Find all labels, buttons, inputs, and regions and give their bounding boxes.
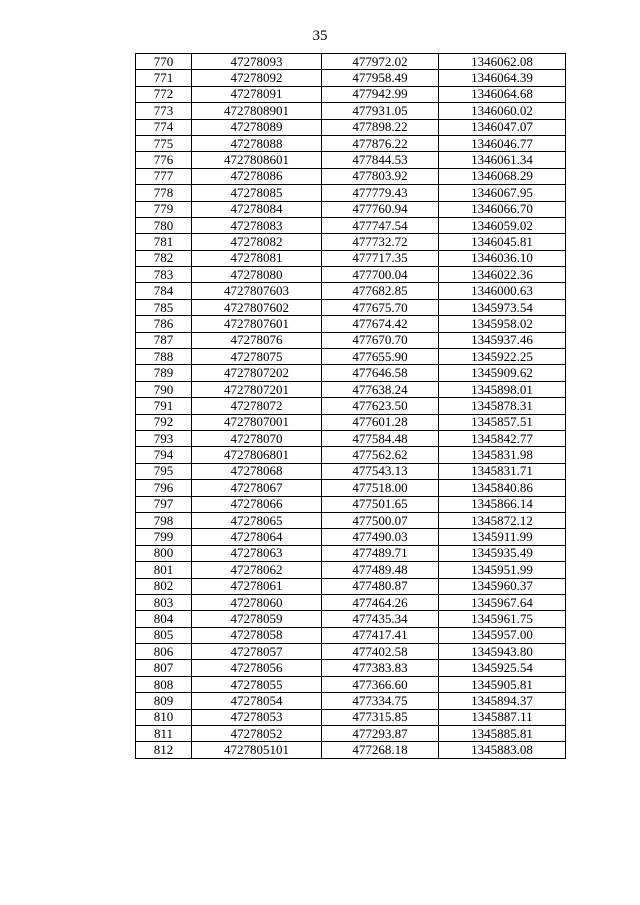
- x-coordinate-cell: 477747.54: [322, 217, 439, 233]
- table-row: [136, 611, 566, 627]
- point-id-cell: 47278070: [192, 430, 322, 446]
- x-coordinate-cell: 477490.03: [322, 529, 439, 545]
- table-row: [136, 414, 566, 430]
- y-coordinate-cell: 1346047.07: [439, 119, 566, 135]
- y-coordinate-cell: 1345922.25: [439, 349, 566, 365]
- y-coordinate-cell: 1346000.63: [439, 283, 566, 299]
- y-coordinate-cell: 1345866.14: [439, 496, 566, 512]
- table-row: [136, 54, 566, 70]
- table-row: [136, 103, 566, 119]
- row-number-cell: 811: [136, 726, 192, 742]
- y-coordinate-cell: 1346068.29: [439, 168, 566, 184]
- page-number: 35: [312, 28, 328, 44]
- table-row: [136, 627, 566, 643]
- row-number-cell: 800: [136, 545, 192, 561]
- x-coordinate-cell: 477489.71: [322, 545, 439, 561]
- y-coordinate-cell: 1345911.99: [439, 529, 566, 545]
- y-coordinate-cell: 1345872.12: [439, 512, 566, 528]
- table-row: [136, 185, 566, 201]
- table-row: [136, 201, 566, 217]
- x-coordinate-cell: 477972.02: [322, 54, 439, 70]
- point-id-cell: 47278072: [192, 398, 322, 414]
- y-coordinate-cell: 1346036.10: [439, 250, 566, 266]
- y-coordinate-cell: 1345909.62: [439, 365, 566, 381]
- x-coordinate-cell: 477958.49: [322, 70, 439, 86]
- point-id-cell: 47278086: [192, 168, 322, 184]
- y-coordinate-cell: 1345935.49: [439, 545, 566, 561]
- row-number-cell: 771: [136, 70, 192, 86]
- row-number-cell: 775: [136, 135, 192, 151]
- row-number-cell: 778: [136, 185, 192, 201]
- x-coordinate-cell: 477402.58: [322, 644, 439, 660]
- y-coordinate-cell: 1345894.37: [439, 693, 566, 709]
- y-coordinate-cell: 1345967.64: [439, 594, 566, 610]
- row-number-cell: 805: [136, 627, 192, 643]
- row-number-cell: 790: [136, 381, 192, 397]
- y-coordinate-cell: 1345957.00: [439, 627, 566, 643]
- y-coordinate-cell: 1345878.31: [439, 398, 566, 414]
- y-coordinate-cell: 1345857.51: [439, 414, 566, 430]
- point-id-cell: 47278091: [192, 86, 322, 102]
- x-coordinate-cell: 477675.70: [322, 299, 439, 315]
- row-number-cell: 782: [136, 250, 192, 266]
- row-number-cell: 784: [136, 283, 192, 299]
- point-id-cell: 47278060: [192, 594, 322, 610]
- point-id-cell: 4727807601: [192, 316, 322, 332]
- row-number-cell: 787: [136, 332, 192, 348]
- row-number-cell: 803: [136, 594, 192, 610]
- x-coordinate-cell: 477942.99: [322, 86, 439, 102]
- y-coordinate-cell: 1346045.81: [439, 234, 566, 250]
- row-number-cell: 773: [136, 103, 192, 119]
- x-coordinate-cell: 477623.50: [322, 398, 439, 414]
- x-coordinate-cell: 477717.35: [322, 250, 439, 266]
- point-id-cell: 47278075: [192, 349, 322, 365]
- x-coordinate-cell: 477417.41: [322, 627, 439, 643]
- row-number-cell: 799: [136, 529, 192, 545]
- x-coordinate-cell: 477334.75: [322, 693, 439, 709]
- y-coordinate-cell: 1345885.81: [439, 726, 566, 742]
- point-id-cell: 47278062: [192, 562, 322, 578]
- row-number-cell: 793: [136, 430, 192, 446]
- row-number-cell: 770: [136, 54, 192, 70]
- x-coordinate-cell: 477293.87: [322, 726, 439, 742]
- table-row: [136, 726, 566, 742]
- x-coordinate-cell: 477700.04: [322, 267, 439, 283]
- table-row: [136, 234, 566, 250]
- y-coordinate-cell: 1345973.54: [439, 299, 566, 315]
- table-row: [136, 480, 566, 496]
- table-row: [136, 365, 566, 381]
- point-id-cell: 47278066: [192, 496, 322, 512]
- x-coordinate-cell: 477898.22: [322, 119, 439, 135]
- table-row: [136, 578, 566, 594]
- point-id-cell: 47278068: [192, 463, 322, 479]
- x-coordinate-cell: 477543.13: [322, 463, 439, 479]
- row-number-cell: 791: [136, 398, 192, 414]
- row-number-cell: 781: [136, 234, 192, 250]
- x-coordinate-cell: 477779.43: [322, 185, 439, 201]
- row-number-cell: 797: [136, 496, 192, 512]
- point-id-cell: 47278085: [192, 185, 322, 201]
- table-row: [136, 119, 566, 135]
- y-coordinate-cell: 1345961.75: [439, 611, 566, 627]
- x-coordinate-cell: 477670.70: [322, 332, 439, 348]
- table-row: [136, 562, 566, 578]
- row-number-cell: 809: [136, 693, 192, 709]
- table-row: [136, 709, 566, 725]
- x-coordinate-cell: 477931.05: [322, 103, 439, 119]
- point-id-cell: 4727807001: [192, 414, 322, 430]
- point-id-cell: 47278065: [192, 512, 322, 528]
- row-number-cell: 779: [136, 201, 192, 217]
- row-number-cell: 810: [136, 709, 192, 725]
- row-number-cell: 798: [136, 512, 192, 528]
- x-coordinate-cell: 477383.83: [322, 660, 439, 676]
- table-row: [136, 86, 566, 102]
- x-coordinate-cell: 477655.90: [322, 349, 439, 365]
- row-number-cell: 786: [136, 316, 192, 332]
- y-coordinate-cell: 1345937.46: [439, 332, 566, 348]
- table-row: [136, 217, 566, 233]
- point-id-cell: 47278057: [192, 644, 322, 660]
- y-coordinate-cell: 1346060.02: [439, 103, 566, 119]
- table-row: [136, 349, 566, 365]
- table-row: [136, 463, 566, 479]
- x-coordinate-cell: 477489.48: [322, 562, 439, 578]
- point-id-cell: 47278089: [192, 119, 322, 135]
- table-row: [136, 512, 566, 528]
- row-number-cell: 808: [136, 676, 192, 692]
- point-id-cell: 47278067: [192, 480, 322, 496]
- table-row: [136, 283, 566, 299]
- point-id-cell: 4727808601: [192, 152, 322, 168]
- y-coordinate-cell: 1346061.34: [439, 152, 566, 168]
- x-coordinate-cell: 477803.92: [322, 168, 439, 184]
- table-row: [136, 594, 566, 610]
- x-coordinate-cell: 477638.24: [322, 381, 439, 397]
- x-coordinate-cell: 477646.58: [322, 365, 439, 381]
- y-coordinate-cell: 1345951.99: [439, 562, 566, 578]
- x-coordinate-cell: 477315.85: [322, 709, 439, 725]
- y-coordinate-cell: 1346046.77: [439, 135, 566, 151]
- point-id-cell: 47278061: [192, 578, 322, 594]
- row-number-cell: 795: [136, 463, 192, 479]
- x-coordinate-cell: 477518.00: [322, 480, 439, 496]
- table-row: [136, 398, 566, 414]
- row-number-cell: 776: [136, 152, 192, 168]
- y-coordinate-cell: 1345887.11: [439, 709, 566, 725]
- table-row: [136, 299, 566, 315]
- y-coordinate-cell: 1346066.70: [439, 201, 566, 217]
- point-id-cell: 47278093: [192, 54, 322, 70]
- table-row: [136, 250, 566, 266]
- point-id-cell: 4727807201: [192, 381, 322, 397]
- y-coordinate-cell: 1345883.08: [439, 742, 566, 758]
- y-coordinate-cell: 1345840.86: [439, 480, 566, 496]
- y-coordinate-cell: 1345831.71: [439, 463, 566, 479]
- table-row: [136, 660, 566, 676]
- x-coordinate-cell: 477844.53: [322, 152, 439, 168]
- x-coordinate-cell: 477366.60: [322, 676, 439, 692]
- x-coordinate-cell: 477674.42: [322, 316, 439, 332]
- y-coordinate-cell: 1346064.68: [439, 86, 566, 102]
- y-coordinate-cell: 1345958.02: [439, 316, 566, 332]
- point-id-cell: 47278083: [192, 217, 322, 233]
- point-id-cell: 47278076: [192, 332, 322, 348]
- point-id-cell: 4727807202: [192, 365, 322, 381]
- table-row: [136, 430, 566, 446]
- point-id-cell: 47278059: [192, 611, 322, 627]
- x-coordinate-cell: 477732.72: [322, 234, 439, 250]
- row-number-cell: 780: [136, 217, 192, 233]
- point-id-cell: 4727806801: [192, 447, 322, 463]
- table-row: [136, 496, 566, 512]
- coordinates-table: [135, 53, 566, 759]
- row-number-cell: 772: [136, 86, 192, 102]
- point-id-cell: 47278081: [192, 250, 322, 266]
- point-id-cell: 4727807602: [192, 299, 322, 315]
- row-number-cell: 777: [136, 168, 192, 184]
- point-id-cell: 47278058: [192, 627, 322, 643]
- x-coordinate-cell: 477601.28: [322, 414, 439, 430]
- row-number-cell: 794: [136, 447, 192, 463]
- table-row: [136, 676, 566, 692]
- x-coordinate-cell: 477876.22: [322, 135, 439, 151]
- row-number-cell: 792: [136, 414, 192, 430]
- point-id-cell: 47278055: [192, 676, 322, 692]
- table-row: [136, 168, 566, 184]
- row-number-cell: 788: [136, 349, 192, 365]
- x-coordinate-cell: 477682.85: [322, 283, 439, 299]
- row-number-cell: 789: [136, 365, 192, 381]
- table-row: [136, 545, 566, 561]
- table-row: [136, 644, 566, 660]
- y-coordinate-cell: 1345905.81: [439, 676, 566, 692]
- row-number-cell: 796: [136, 480, 192, 496]
- x-coordinate-cell: 477268.18: [322, 742, 439, 758]
- table-row: [136, 267, 566, 283]
- row-number-cell: 802: [136, 578, 192, 594]
- y-coordinate-cell: 1346064.39: [439, 70, 566, 86]
- row-number-cell: 806: [136, 644, 192, 660]
- x-coordinate-cell: 477584.48: [322, 430, 439, 446]
- point-id-cell: 4727808901: [192, 103, 322, 119]
- row-number-cell: 783: [136, 267, 192, 283]
- point-id-cell: 47278080: [192, 267, 322, 283]
- table-row: [136, 381, 566, 397]
- y-coordinate-cell: 1346067.95: [439, 185, 566, 201]
- y-coordinate-cell: 1346022.36: [439, 267, 566, 283]
- table-row: [136, 447, 566, 463]
- y-coordinate-cell: 1345943.80: [439, 644, 566, 660]
- point-id-cell: 47278052: [192, 726, 322, 742]
- point-id-cell: 47278064: [192, 529, 322, 545]
- row-number-cell: 812: [136, 742, 192, 758]
- coordinates-table-body: [136, 54, 566, 759]
- y-coordinate-cell: 1345960.37: [439, 578, 566, 594]
- point-id-cell: 4727807603: [192, 283, 322, 299]
- point-id-cell: 47278084: [192, 201, 322, 217]
- row-number-cell: 807: [136, 660, 192, 676]
- x-coordinate-cell: 477500.07: [322, 512, 439, 528]
- point-id-cell: 47278088: [192, 135, 322, 151]
- table-row: [136, 529, 566, 545]
- y-coordinate-cell: 1345842.77: [439, 430, 566, 446]
- y-coordinate-cell: 1346062.08: [439, 54, 566, 70]
- row-number-cell: 804: [136, 611, 192, 627]
- point-id-cell: 47278056: [192, 660, 322, 676]
- y-coordinate-cell: 1345831.98: [439, 447, 566, 463]
- y-coordinate-cell: 1345925.54: [439, 660, 566, 676]
- table-row: [136, 316, 566, 332]
- row-number-cell: 785: [136, 299, 192, 315]
- table-row: [136, 742, 566, 758]
- point-id-cell: 47278053: [192, 709, 322, 725]
- point-id-cell: 47278054: [192, 693, 322, 709]
- table-row: [136, 693, 566, 709]
- x-coordinate-cell: 477562.62: [322, 447, 439, 463]
- y-coordinate-cell: 1345898.01: [439, 381, 566, 397]
- point-id-cell: 47278082: [192, 234, 322, 250]
- table-row: [136, 70, 566, 86]
- point-id-cell: 47278092: [192, 70, 322, 86]
- y-coordinate-cell: 1346059.02: [439, 217, 566, 233]
- x-coordinate-cell: 477760.94: [322, 201, 439, 217]
- table-row: [136, 135, 566, 151]
- x-coordinate-cell: 477501.65: [322, 496, 439, 512]
- row-number-cell: 801: [136, 562, 192, 578]
- table-row: [136, 152, 566, 168]
- table-row: [136, 332, 566, 348]
- x-coordinate-cell: 477480.87: [322, 578, 439, 594]
- point-id-cell: 4727805101: [192, 742, 322, 758]
- x-coordinate-cell: 477435.34: [322, 611, 439, 627]
- row-number-cell: 774: [136, 119, 192, 135]
- point-id-cell: 47278063: [192, 545, 322, 561]
- x-coordinate-cell: 477464.26: [322, 594, 439, 610]
